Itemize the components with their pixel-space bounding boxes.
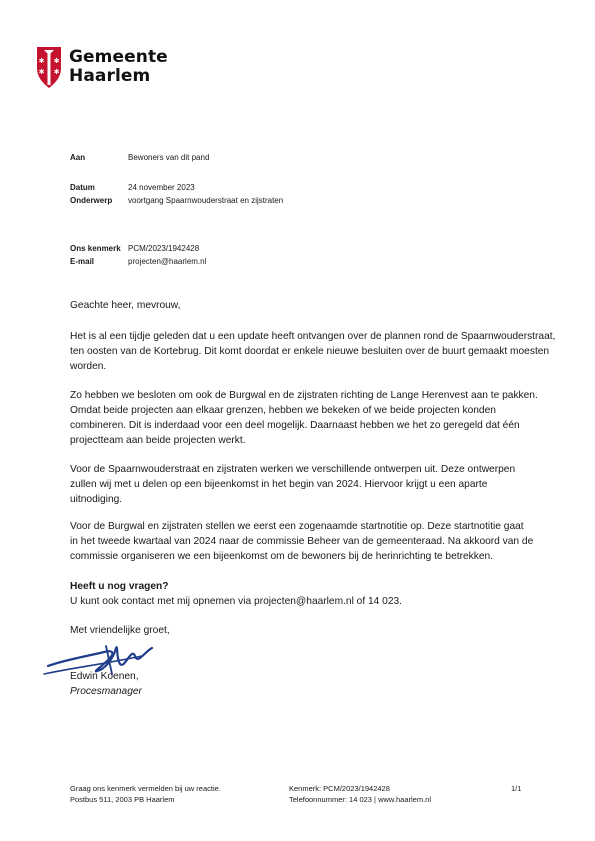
paragraph-line: projectteam aan beide projecten werkt.	[70, 435, 246, 446]
meta-value: PCM/2023/1942428	[128, 244, 200, 253]
footer-middle	[289, 783, 431, 805]
paragraph-line: in het tweede kwartaal van 2024 naar de commissie Beheer van de gemeenteraad. Na akkoord van de	[70, 536, 534, 547]
paragraph-line: Voor de Burgwal en zijstraten stellen we eerst een zogenaamde startnotitie op. Deze startnotitie gaat	[70, 521, 524, 532]
meta-value: projecten@haarlem.nl	[128, 257, 207, 266]
paragraph-line: ten oosten van de Kortebrug. Dit komt doordat er enkele nieuwe besluiten over de buurt gemaakt moesten	[70, 346, 550, 357]
paragraph-3	[70, 462, 570, 507]
questions-heading: Heeft u nog vragen?	[70, 581, 169, 592]
paragraph-2	[70, 388, 570, 448]
signer-title: Procesmanager	[70, 686, 142, 697]
footer-mid-line1: Kenmerk: PCM/2023/1942428	[289, 784, 390, 793]
paragraph-line: zullen wij met u delen op een bijeenkomst in het begin van 2024. Hiervoor krijgt u een aparte	[70, 479, 488, 490]
logo-line1: Gemeente	[69, 47, 168, 67]
paragraph-line: uitnodiging.	[70, 494, 123, 505]
meta-value: 24 november 2023	[128, 183, 195, 192]
meta-label: E-mail	[70, 257, 95, 266]
signer-name: Edwin Koenen,	[70, 671, 139, 682]
salutation: Geachte heer, mevrouw,	[70, 300, 181, 311]
svg-text:✱: ✱	[53, 57, 60, 65]
paragraph-line: Het is al een tijdje geleden dat u een update heeft ontvangen over de plannen rond de Spaarnwouderstraat,	[70, 331, 556, 342]
questions-text: U kunt ook contact met mij opnemen via projecten@haarlem.nl of 14 023.	[70, 596, 402, 607]
svg-text:✱: ✱	[38, 57, 45, 65]
page-number: 1/1	[511, 784, 522, 793]
questions-block	[70, 579, 570, 609]
meta-label: Ons kenmerk	[70, 244, 121, 253]
footer-left	[70, 783, 221, 805]
logo-line2: Haarlem	[69, 66, 151, 86]
meta-label: Onderwerp	[70, 196, 113, 205]
closing: Met vriendelijke groet,	[70, 625, 170, 636]
footer-left-line2: Postbus 511, 2003 PB Haarlem	[70, 795, 175, 804]
svg-text:✱: ✱	[38, 68, 45, 76]
meta-value: Bewoners van dit pand	[128, 153, 210, 162]
paragraph-line: combineren. Dit is inderdaad voor een deel mogelijk. Daarnaast hebben we het zo geregeld dat één	[70, 420, 520, 431]
logo-wordmark	[69, 48, 168, 86]
paragraph-line: Omdat beide projecten aan elkaar grenzen, hebben we bekeken of we beide projecten konden	[70, 405, 496, 416]
paragraph-line: Voor de Spaarnwouderstraat en zijstraten werken we verschillende ontwerpen uit. Deze ontwerpen	[70, 464, 516, 475]
meta-label: Aan	[70, 153, 86, 162]
footer-left-line1: Graag ons kenmerk vermelden bij uw reactie.	[70, 784, 221, 793]
svg-text:✱: ✱	[53, 68, 60, 76]
paragraph-line: worden.	[70, 361, 107, 372]
haarlem-coat-of-arms-icon	[34, 44, 66, 90]
paragraph-1	[70, 329, 570, 374]
meta-value: voortgang Spaarnwouderstraat en zijstraten	[128, 196, 284, 205]
paragraph-4	[70, 519, 570, 564]
footer-mid-line2: Telefoonnummer: 14 023 | www.haarlem.nl	[289, 795, 432, 804]
gemeente-haarlem-logo	[34, 44, 174, 90]
meta-label: Datum	[70, 183, 95, 192]
paragraph-line: commissie organiseren we een bijeenkomst om de bewoners bij de herinrichting te betrekken.	[70, 551, 494, 562]
paragraph-line: Zo hebben we besloten om ook de Burgwal en de zijstraten richting de Lange Herenvest aan te pakken.	[70, 390, 538, 401]
